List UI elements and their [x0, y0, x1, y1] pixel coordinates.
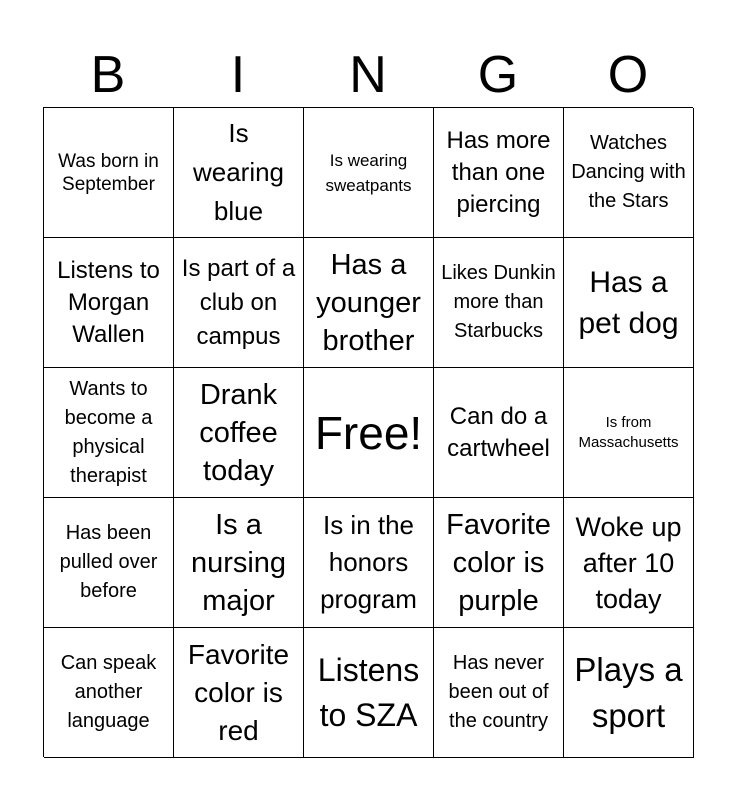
bingo-cell-r3c4[interactable]	[434, 368, 564, 498]
bingo-cell-r4c4[interactable]	[434, 498, 564, 628]
header-letter-b: B	[90, 46, 126, 104]
bingo-cell-r4c1[interactable]	[44, 498, 174, 628]
cell-text: Is from Massachusetts	[578, 413, 679, 451]
bingo-cell-r2c3[interactable]	[304, 238, 434, 368]
bingo-cell-r5c3[interactable]	[304, 628, 434, 758]
header-letter-i: I	[230, 46, 246, 104]
bingo-header	[43, 44, 693, 106]
cell-text: Woke up after 10 today	[575, 511, 682, 614]
cell-text: Plays a sport	[574, 650, 683, 734]
bingo-cell-r2c2[interactable]	[174, 238, 304, 368]
bingo-cell-r5c4[interactable]	[434, 628, 564, 758]
header-letter-o: O	[607, 46, 649, 104]
bingo-cell-r3c1[interactable]	[44, 368, 174, 498]
bingo-cell-r2c5[interactable]	[564, 238, 694, 368]
bingo-cell-r2c4[interactable]	[434, 238, 564, 368]
cell-text: Is a nursing major	[190, 508, 287, 617]
cell-text: Listens to SZA	[317, 651, 420, 733]
cell-text: Wants to become a physical therapist	[64, 377, 153, 487]
bingo-cell-r3c2[interactable]	[174, 368, 304, 498]
cell-text: Can speak another language	[60, 652, 157, 732]
cell-text: Has never been out of the country	[448, 652, 549, 732]
bingo-cell-free[interactable]	[304, 368, 434, 498]
bingo-cell-r3c5[interactable]	[564, 368, 694, 498]
cell-text: Is wearing sweatpants	[325, 150, 412, 195]
header-letter-g: G	[477, 46, 519, 104]
bingo-cell-r1c4[interactable]	[434, 108, 564, 238]
bingo-cell-r1c5[interactable]	[564, 108, 694, 238]
cell-text: Likes Dunkin more than Starbucks	[441, 262, 556, 342]
cell-text: Listens to Morgan Wallen	[57, 256, 160, 348]
bingo-cell-r1c2[interactable]	[174, 108, 304, 238]
free-space-text: Free!	[314, 406, 423, 459]
bingo-cell-r2c1[interactable]	[44, 238, 174, 368]
cell-text: Is part of a club on campus	[181, 254, 296, 350]
bingo-cell-r1c3[interactable]	[304, 108, 434, 238]
bingo-cell-r4c5[interactable]	[564, 498, 694, 628]
cell-text: Has more than one piercing	[446, 126, 551, 218]
bingo-cell-r4c2[interactable]	[174, 498, 304, 628]
bingo-cell-r5c5[interactable]	[564, 628, 694, 758]
cell-text: Has been pulled over before	[59, 522, 158, 602]
cell-text: Drank coffee today	[199, 378, 278, 487]
cell-text: Was born in September	[58, 150, 159, 195]
cell-text: Has a pet dog	[578, 265, 679, 340]
bingo-cell-r1c1[interactable]	[44, 108, 174, 238]
bingo-cell-r5c1[interactable]	[44, 628, 174, 758]
bingo-cell-r4c3[interactable]	[304, 498, 434, 628]
cell-text: Favorite color is purple	[446, 508, 551, 617]
bingo-grid	[43, 107, 693, 757]
cell-text: Favorite color is red	[187, 638, 290, 746]
cell-text: Is in the honors program	[320, 510, 417, 614]
cell-text: Watches Dancing with the Stars	[571, 132, 686, 212]
header-letter-n: N	[349, 46, 387, 104]
bingo-cell-r5c2[interactable]	[174, 628, 304, 758]
cell-text: Is wearing blue	[192, 118, 285, 226]
cell-text: Has a younger brother	[316, 248, 421, 357]
cell-text: Can do a cartwheel	[447, 402, 550, 462]
